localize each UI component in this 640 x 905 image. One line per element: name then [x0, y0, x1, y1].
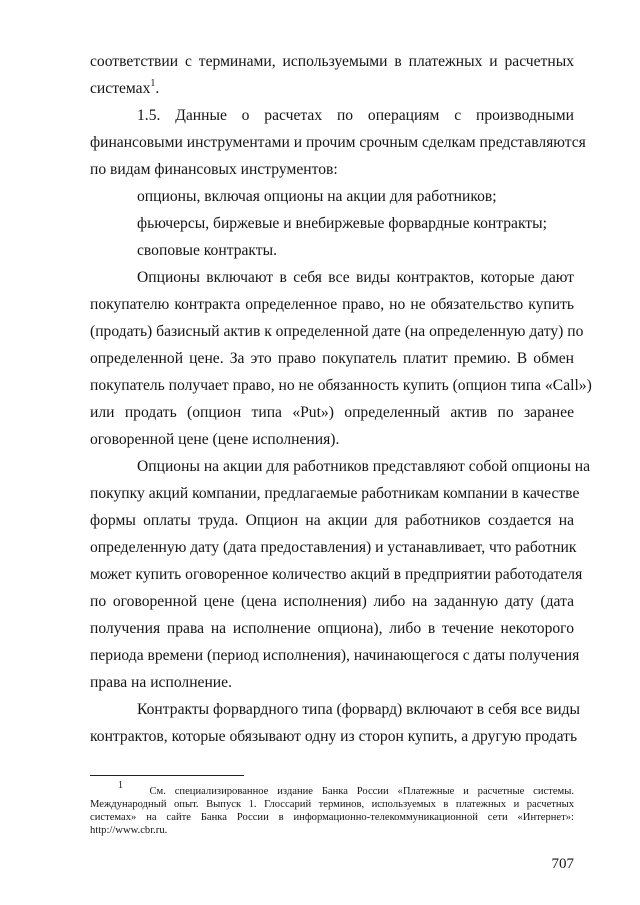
footnote-separator — [90, 775, 244, 776]
body-line: (продать) базисный актив к определенной дате (на определенную дату) по — [90, 323, 584, 340]
body-line: по видам финансовых инструментов: — [90, 161, 338, 178]
body-line: покупателю контракта определенное право, но не обязательство купить — [90, 296, 574, 313]
footnote-line: http://www.cbr.ru. — [90, 825, 168, 836]
footnote-line: Международный опыт. Выпуск 1. Глоссарий терминов, используемых в платежных и расчетных — [90, 799, 574, 810]
footnote-reference: 1 — [150, 77, 156, 89]
body-line: Опционы на акции для работников представляют собой опционы на — [137, 458, 591, 475]
body-line: системах$^1$. — [90, 77, 160, 97]
body-line: права на исполнение. — [90, 674, 232, 691]
footnote-marker: 1 — [118, 780, 123, 792]
body-line: формы оплаты труда. Опцион на акции для работников создается на — [90, 512, 574, 529]
body-line: Опционы включают в себя все виды контрактов, которые дают — [137, 269, 574, 286]
footnote-text: См. специализированное издание Банка России «Платежные и расчетные системы. — [149, 786, 574, 797]
body-line: определенную дату (дата предоставления) и устанавливает, что работник — [90, 539, 577, 556]
page-number: 707 — [551, 856, 574, 872]
footnote-line — [118, 780, 574, 798]
body-line: или продать (опцион типа «Put») определенный актив по заранее — [90, 404, 574, 421]
body-line: получения права на исполнение опциона), либо в течение некоторого — [90, 620, 574, 637]
body-line: покупку акций компании, предлагаемые работникам компании в качестве — [90, 485, 580, 502]
body-line: финансовыми инструментами и прочим срочным сделкам представляются — [90, 134, 586, 151]
body-line: контрактов, которые обязывают одну из сторон купить, а другую продать — [90, 728, 578, 745]
body-line: по оговоренной цене (цена исполнения) либо на заданную дату (дата — [90, 593, 574, 610]
list-item: опционы, включая опционы на акции для работников; — [137, 188, 497, 205]
footnote-line: системах» на сайте Банка России в информационно-телекоммуникационной сети «Интернет»: — [90, 812, 574, 823]
body-line-text: системах — [90, 80, 151, 97]
body-line: покупатель получает право, но не обязанность купить (опцион типа «Call») — [90, 377, 592, 394]
body-line: может купить оговоренное количество акций в предприятии работодателя — [90, 566, 583, 583]
body-line: определенной цене. За это право покупатель платит премию. В обмен — [90, 350, 574, 367]
body-line: соответствии с терминами, используемыми в платежных и расчетных — [90, 53, 574, 70]
list-item: своповые контракты. — [137, 242, 277, 259]
body-line: Контракты форвардного типа (форвард) включают в себя все виды — [137, 701, 581, 718]
body-line: оговоренной цене (цене исполнения). — [90, 431, 340, 448]
list-item: фьючерсы, биржевые и внебиржевые форвардные контракты; — [137, 215, 547, 232]
body-line: периода времени (период исполнения), начинающегося с даты получения — [90, 647, 580, 664]
body-line: 1.5. Данные о расчетах по операциям с производными — [137, 107, 574, 124]
